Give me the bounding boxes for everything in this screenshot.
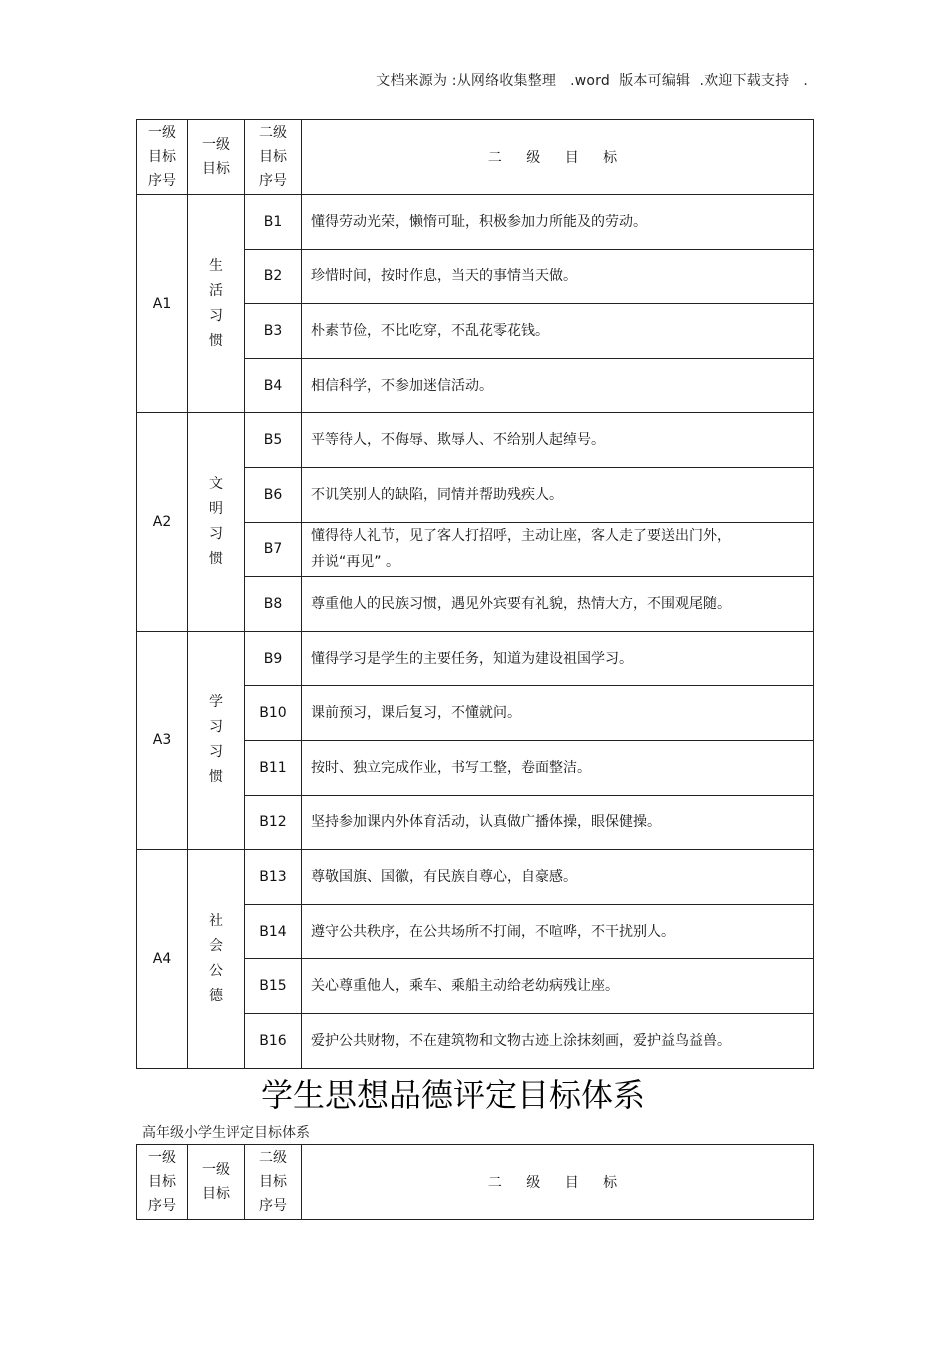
- level1-goal-char: 公: [209, 962, 223, 979]
- level1-goal-char: 生: [209, 257, 223, 274]
- level2-goal-cell: [302, 631, 814, 686]
- level2-goal-text: 朴素节俭，不比吃穿，不乱花零花钱。: [311, 322, 549, 339]
- level2-goal-text: 懂得待人礼节，见了客人打招呼，主动让座，客人走了要送出门外，: [311, 528, 731, 545]
- level1-goal-char: 明: [209, 501, 223, 518]
- level2-code-cell: B4: [245, 358, 302, 413]
- level2-code-cell: B16: [245, 1013, 302, 1068]
- level1-goal-char: 习: [209, 744, 223, 761]
- level1-goal-char: 习: [209, 307, 223, 324]
- level2-goal-text: 懂得劳动光荣，懒惰可耻，积极参加力所能及的劳动。: [311, 213, 647, 230]
- level2-code-cell: B13: [245, 850, 302, 905]
- level2-goal-cell: [302, 904, 814, 959]
- header-level1-goal: 一级 目标: [188, 120, 245, 195]
- level1-goal-cell: [188, 631, 245, 849]
- level1-goal-char: 习: [209, 719, 223, 736]
- level2-goal-cell: [302, 413, 814, 468]
- level2-code-cell: B12: [245, 795, 302, 850]
- level2-goal-cell: [302, 577, 814, 632]
- level2-goal-cell: [302, 959, 814, 1014]
- level2-goal-cell: [302, 795, 814, 850]
- level2-code-cell: B10: [245, 686, 302, 741]
- level2-goal-cell: [302, 195, 814, 250]
- level1-goal-char: 惯: [209, 769, 223, 786]
- level2-goal-text: 尊重他人的民族习惯，遇见外宾要有礼貌，热情大方，不围观尾随。: [311, 595, 731, 612]
- goals-table-lower: [136, 119, 814, 1069]
- header-level2-code: 二级 目标 序号: [245, 120, 302, 195]
- level2-goal-cell: [302, 249, 814, 304]
- level2-goal-cell: [302, 467, 814, 522]
- level2-code-cell: B3: [245, 304, 302, 359]
- level2-goal-cell: [302, 522, 814, 577]
- level2-goal-cell: [302, 850, 814, 905]
- level1-goal-char: 文: [209, 476, 223, 493]
- level1-goal-char: 习: [209, 526, 223, 543]
- level2-code-cell: B14: [245, 904, 302, 959]
- level2-goal-text: 不讥笑别人的缺陷，同情并帮助残疾人。: [311, 486, 563, 503]
- table-header-row: [137, 120, 814, 195]
- level1-goal-cell: [188, 413, 245, 631]
- table-row: [137, 413, 814, 468]
- level2-goal-text: 尊敬国旗、国徽，有民族自尊心，自豪感。: [311, 868, 577, 885]
- level2-code-cell: B6: [245, 467, 302, 522]
- level2-goal-text: 爱护公共财物，不在建筑物和文物古迹上涂抹刻画，爱护益鸟益兽。: [311, 1032, 731, 1049]
- source-note: 文档来源为 :从网络收集整理 .word 版本可编辑 .欢迎下载支持 .: [376, 73, 808, 89]
- header-level2-code: 二级 目标 序号: [245, 1145, 302, 1220]
- header-level1-goal: 一级 目标: [188, 1145, 245, 1220]
- level2-code-cell: B7: [245, 522, 302, 577]
- level2-code-cell: B2: [245, 249, 302, 304]
- document-title: 学生思想品德评定目标体系: [260, 1076, 645, 1114]
- header-level1-code: 一级 目标 序号: [137, 120, 188, 195]
- level2-goal-text: 珍惜时间，按时作息，当天的事情当天做。: [311, 268, 577, 285]
- header-level2-goal: 二 级 目 标: [302, 1145, 814, 1220]
- level2-goal-cell: [302, 358, 814, 413]
- level2-goal-text: 坚持参加课内外体育活动，认真做广播体操，眼保健操。: [311, 814, 661, 831]
- level1-goal-char: 活: [209, 282, 223, 299]
- level2-code-cell: B9: [245, 631, 302, 686]
- level2-code-cell: B15: [245, 959, 302, 1014]
- header-level1-code: 一级 目标 序号: [137, 1145, 188, 1220]
- header-level2-goal: 二 级 目 标: [302, 120, 814, 195]
- level2-goal-text: 懂得学习是学生的主要任务，知道为建设祖国学习。: [311, 650, 633, 667]
- table-row: [137, 850, 814, 905]
- level1-goal-char: 德: [209, 987, 223, 1004]
- level1-goal-char: 会: [209, 937, 223, 954]
- level1-goal-char: 惯: [209, 551, 223, 568]
- table-row: [137, 195, 814, 250]
- level2-goal-text: 按时、独立完成作业，书写工整，卷面整洁。: [311, 759, 591, 776]
- level2-goal-text: 课前预习，课后复习，不懂就问。: [311, 705, 521, 722]
- level1-goal-cell: [188, 195, 245, 413]
- level2-goal-cell: [302, 740, 814, 795]
- level2-goal-text: 相信科学，不参加迷信活动。: [311, 377, 493, 394]
- level1-goal-char: 惯: [209, 332, 223, 349]
- table-row: [137, 631, 814, 686]
- level2-code-cell: B8: [245, 577, 302, 632]
- level2-code-cell: B5: [245, 413, 302, 468]
- level1-goal-char: 社: [209, 912, 223, 929]
- table-header-row: [137, 1145, 814, 1220]
- level1-code-cell: A3: [137, 631, 188, 849]
- level2-goal-cell: [302, 304, 814, 359]
- level1-goal-char: 学: [209, 694, 223, 711]
- level1-code-cell: A2: [137, 413, 188, 631]
- level2-goal-cell: [302, 686, 814, 741]
- level2-code-cell: B11: [245, 740, 302, 795]
- level2-goal-text: 遵守公共秩序，在公共场所不打闹，不喧哗，不干扰别人。: [311, 923, 675, 940]
- level2-goal-text: 关心尊重他人，乘车、乘船主动给老幼病残让座。: [311, 978, 619, 995]
- level2-goal-text-continued: 并说“再见” 。: [311, 554, 400, 571]
- level1-code-cell: A1: [137, 195, 188, 413]
- level1-code-cell: A4: [137, 850, 188, 1068]
- level1-goal-cell: [188, 850, 245, 1068]
- level2-goal-text: 平等待人，不侮辱、欺辱人、不给别人起绰号。: [311, 432, 605, 449]
- level2-goal-cell: [302, 1013, 814, 1068]
- goals-table-upper: [136, 1144, 814, 1220]
- document-subtitle: 高年级小学生评定目标体系: [142, 1125, 310, 1141]
- level2-code-cell: B1: [245, 195, 302, 250]
